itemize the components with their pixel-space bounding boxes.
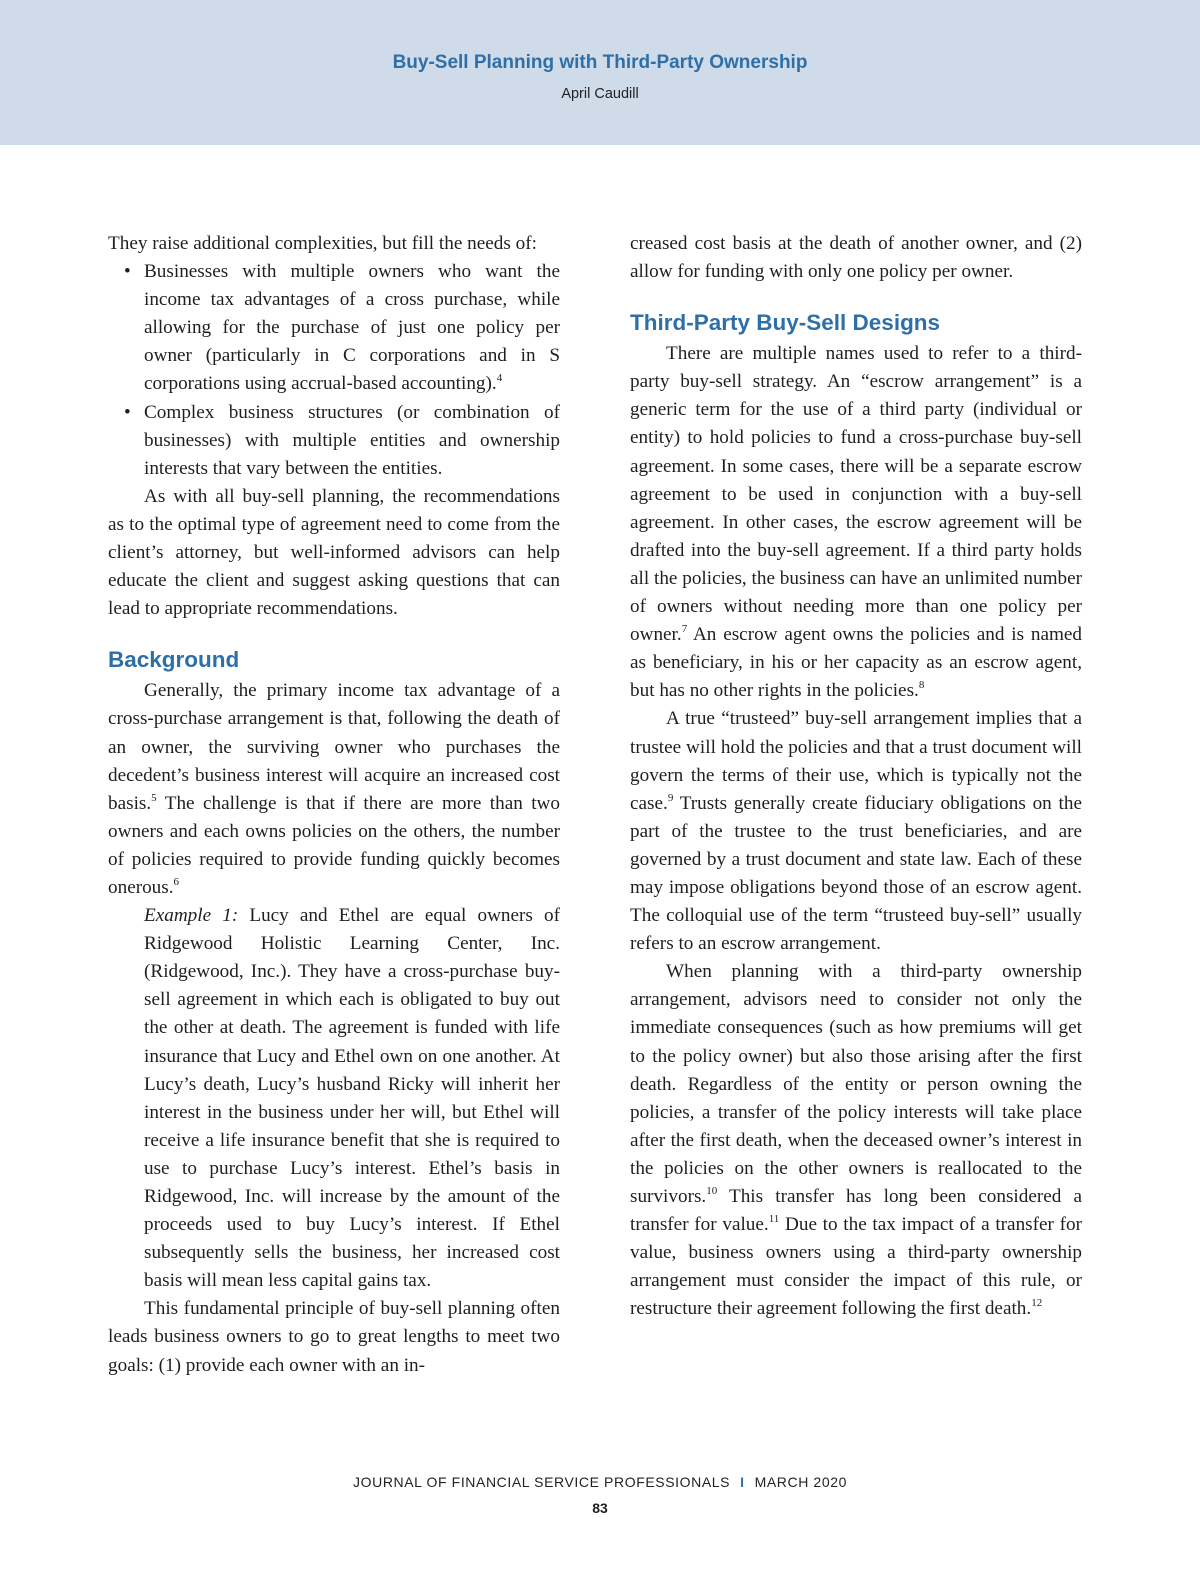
needs-list <box>108 258 560 483</box>
issue-date: MARCH 2020 <box>754 1474 847 1490</box>
example-text: Lucy and Ethel are equal owners of Ridgewood Holistic Learning Center, Inc. (Ridgewood, Inc.). They have a cross-purchase buy-sell agreement in which each is obligated to buy out the other at death. The agreement is funded with life insurance that Lucy and Ethel own on one another. At Lucy’s death, Lucy’s husband Ricky will inherit her interest in the business under her will, but Ethel will receive a life insurance benefit that she is required to use to purchase Lucy’s interest. Ethel’s basis in Ridgewood, Inc. will increase by the amount of the proceeds used to buy Lucy’s interest. If Ethel subsequently sells the business, her increased cost basis will mean less capital gains tax. <box>144 905 560 1292</box>
footnote-ref[interactable]: 5 <box>151 791 157 804</box>
designs-paragraph-2: A true “trusteed” buy-sell arrangement implies that a trustee will hold the policies and that a trust document will govern the terms of their use, which is typically not the case.$^9$ Trusts generally create fiduciary obligations on the part of the trustee to the trust beneficiaries, and are governed by a trust document and state law. Each of these may impose obligations beyond those of an escrow agent. The colloquial use of the term “trusteed buy-sell” usually refers to an escrow arrangement. <box>630 708 1082 955</box>
footer-journal-line <box>0 1474 1200 1490</box>
footnote-ref[interactable]: 9 <box>667 791 674 804</box>
footnote-ref[interactable]: 11 <box>768 1213 780 1226</box>
footnote-ref[interactable]: 12 <box>1031 1297 1043 1310</box>
background-paragraph: Generally, the primary income tax advantage of a cross-purchase arrangement is that, following the death of an owner, the surviving owner who purchases the decedent’s business interest will acquire an increased cost basis.$^5$ The challenge is that if there are more than two owners and each owns policies on the others, the number of policies required to provide funding quickly becomes onerous.$^6$ <box>108 680 560 898</box>
page-number: 83 <box>592 1500 608 1516</box>
intro-paragraph: They raise additional complexities, but fill the needs of: <box>108 233 537 254</box>
journal-name: JOURNAL OF FINANCIAL SERVICE PROFESSIONALS <box>353 1474 731 1490</box>
footnote-ref[interactable]: 4 <box>496 372 503 385</box>
article-title: Buy-Sell Planning with Third-Party Ownership <box>392 52 808 73</box>
background-heading: Background <box>108 647 240 673</box>
principle-paragraph: This fundamental principle of buy-sell planning often leads business owners to go to great lengths to meet two goals: (1) provide each owner with an in- <box>108 1298 560 1376</box>
list-item <box>108 399 560 483</box>
recommendations-paragraph: As with all buy-sell planning, the recommendations as to the optimal type of agreement need to come from the client’s attorney, but well-informed advisors can help educate the client and suggest asking questions that can lead to appropriate recommendations. <box>108 485 560 620</box>
right-column <box>630 230 1082 1323</box>
footnote-ref[interactable]: 10 <box>706 1185 718 1197</box>
example-paragraph <box>108 902 560 1295</box>
article-author: April Caudill <box>561 86 639 102</box>
example-label: Example 1: <box>144 905 239 927</box>
footer-separator: I <box>740 1474 745 1490</box>
footnote-ref[interactable]: 7 <box>681 623 688 636</box>
list-item-text: Businesses with multiple owners who want the income tax advantages of a cross purchase, while allowing for the purchase of just one policy per owner (particularly in C corporations and in S corporations using accrual-based accounting). <box>144 261 560 395</box>
third-party-designs-heading: Third-Party Buy-Sell Designs <box>630 310 941 336</box>
left-column <box>108 230 560 1380</box>
designs-paragraph-1: There are multiple names used to refer to a third-party buy-sell strategy. An “escrow arrangement” is a generic term for the use of a third party (individual or entity) to hold policies to fund a cross-purchase buy-sell agreement. In some cases, there will be a separate escrow agreement to be used in conjunction with a buy-sell agreement. In other cases, the escrow agreement will be drafted into the buy-sell agreement. If a third party holds all the policies, the business can have an unlimited number of owners without needing more than one policy per owner.$^7$ An escrow agent owns the policies and is named as beneficiary, in his or her capacity as an escrow agent, but has no other rights in the policies.$^8$ <box>630 343 1082 702</box>
designs-paragraph-3: When planning with a third-party ownership arrangement, advisors need to consider not only the immediate consequences (such as how premiums will get to the policy owner) but also those arising after the first death. Regardless of the entity or person owning the policies, a transfer of the policy interests will take place after the first death, when the deceased owner’s interest in the policies on the other owners is reallocated to the survivors.$^{10}$ This transfer has long been considered a transfer for value.$^{11}$ Due to the tax impact of a transfer for value, business owners using a third-party ownership arrangement must consider the impact of this rule, or restructure their agreement following the first death.$^{12}$ <box>630 961 1082 1320</box>
footnote-ref[interactable]: 8 <box>918 679 925 692</box>
footnote-ref[interactable]: 6 <box>173 875 180 888</box>
bullet-icon: • <box>124 261 131 283</box>
continuation-paragraph: creased cost basis at the death of another owner, and (2) allow for funding with only one policy per owner. <box>630 233 1082 283</box>
list-item <box>108 258 560 398</box>
bullet-icon: • <box>124 401 131 423</box>
list-item-text: Complex business structures (or combination of businesses) with multiple entities and ownership interests that vary between the entities. <box>144 401 560 479</box>
